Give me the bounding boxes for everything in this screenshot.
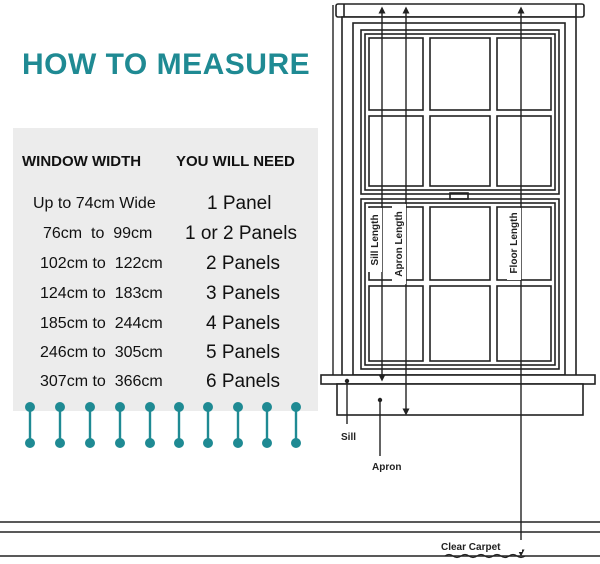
row-panels: 3 Panels [206, 283, 280, 304]
you-will-need-header: YOU WILL NEED [176, 153, 295, 170]
row-width: Up to 74cm Wide [33, 195, 156, 212]
apron-label: Apron [372, 462, 402, 473]
row-width: 307cm to 366cm [40, 373, 163, 390]
row-width: 124cm to 183cm [40, 285, 163, 302]
apron-length-label: Apron Length [394, 211, 405, 277]
row-width: 246cm to 305cm [40, 344, 163, 361]
row-panels: 4 Panels [206, 313, 280, 334]
row-width: 185cm to 244cm [40, 315, 163, 332]
page-title: HOW TO MEASURE [22, 48, 311, 81]
row-panels: 1 Panel [207, 193, 272, 214]
sill-length-label: Sill Length [370, 214, 381, 266]
row-panels: 1 or 2 Panels [185, 223, 297, 244]
row-panels: 2 Panels [206, 253, 280, 274]
row-width: 102cm to 122cm [40, 255, 163, 272]
row-panels: 5 Panels [206, 342, 280, 363]
floor-length-label: Floor Length [509, 212, 520, 274]
row-width: 76cm to 99cm [43, 225, 153, 242]
row-panels: 6 Panels [206, 371, 280, 392]
window-width-header: WINDOW WIDTH [22, 153, 142, 170]
sill-label: Sill [341, 432, 357, 443]
clear-carpet-label: Clear Carpet [441, 542, 501, 553]
